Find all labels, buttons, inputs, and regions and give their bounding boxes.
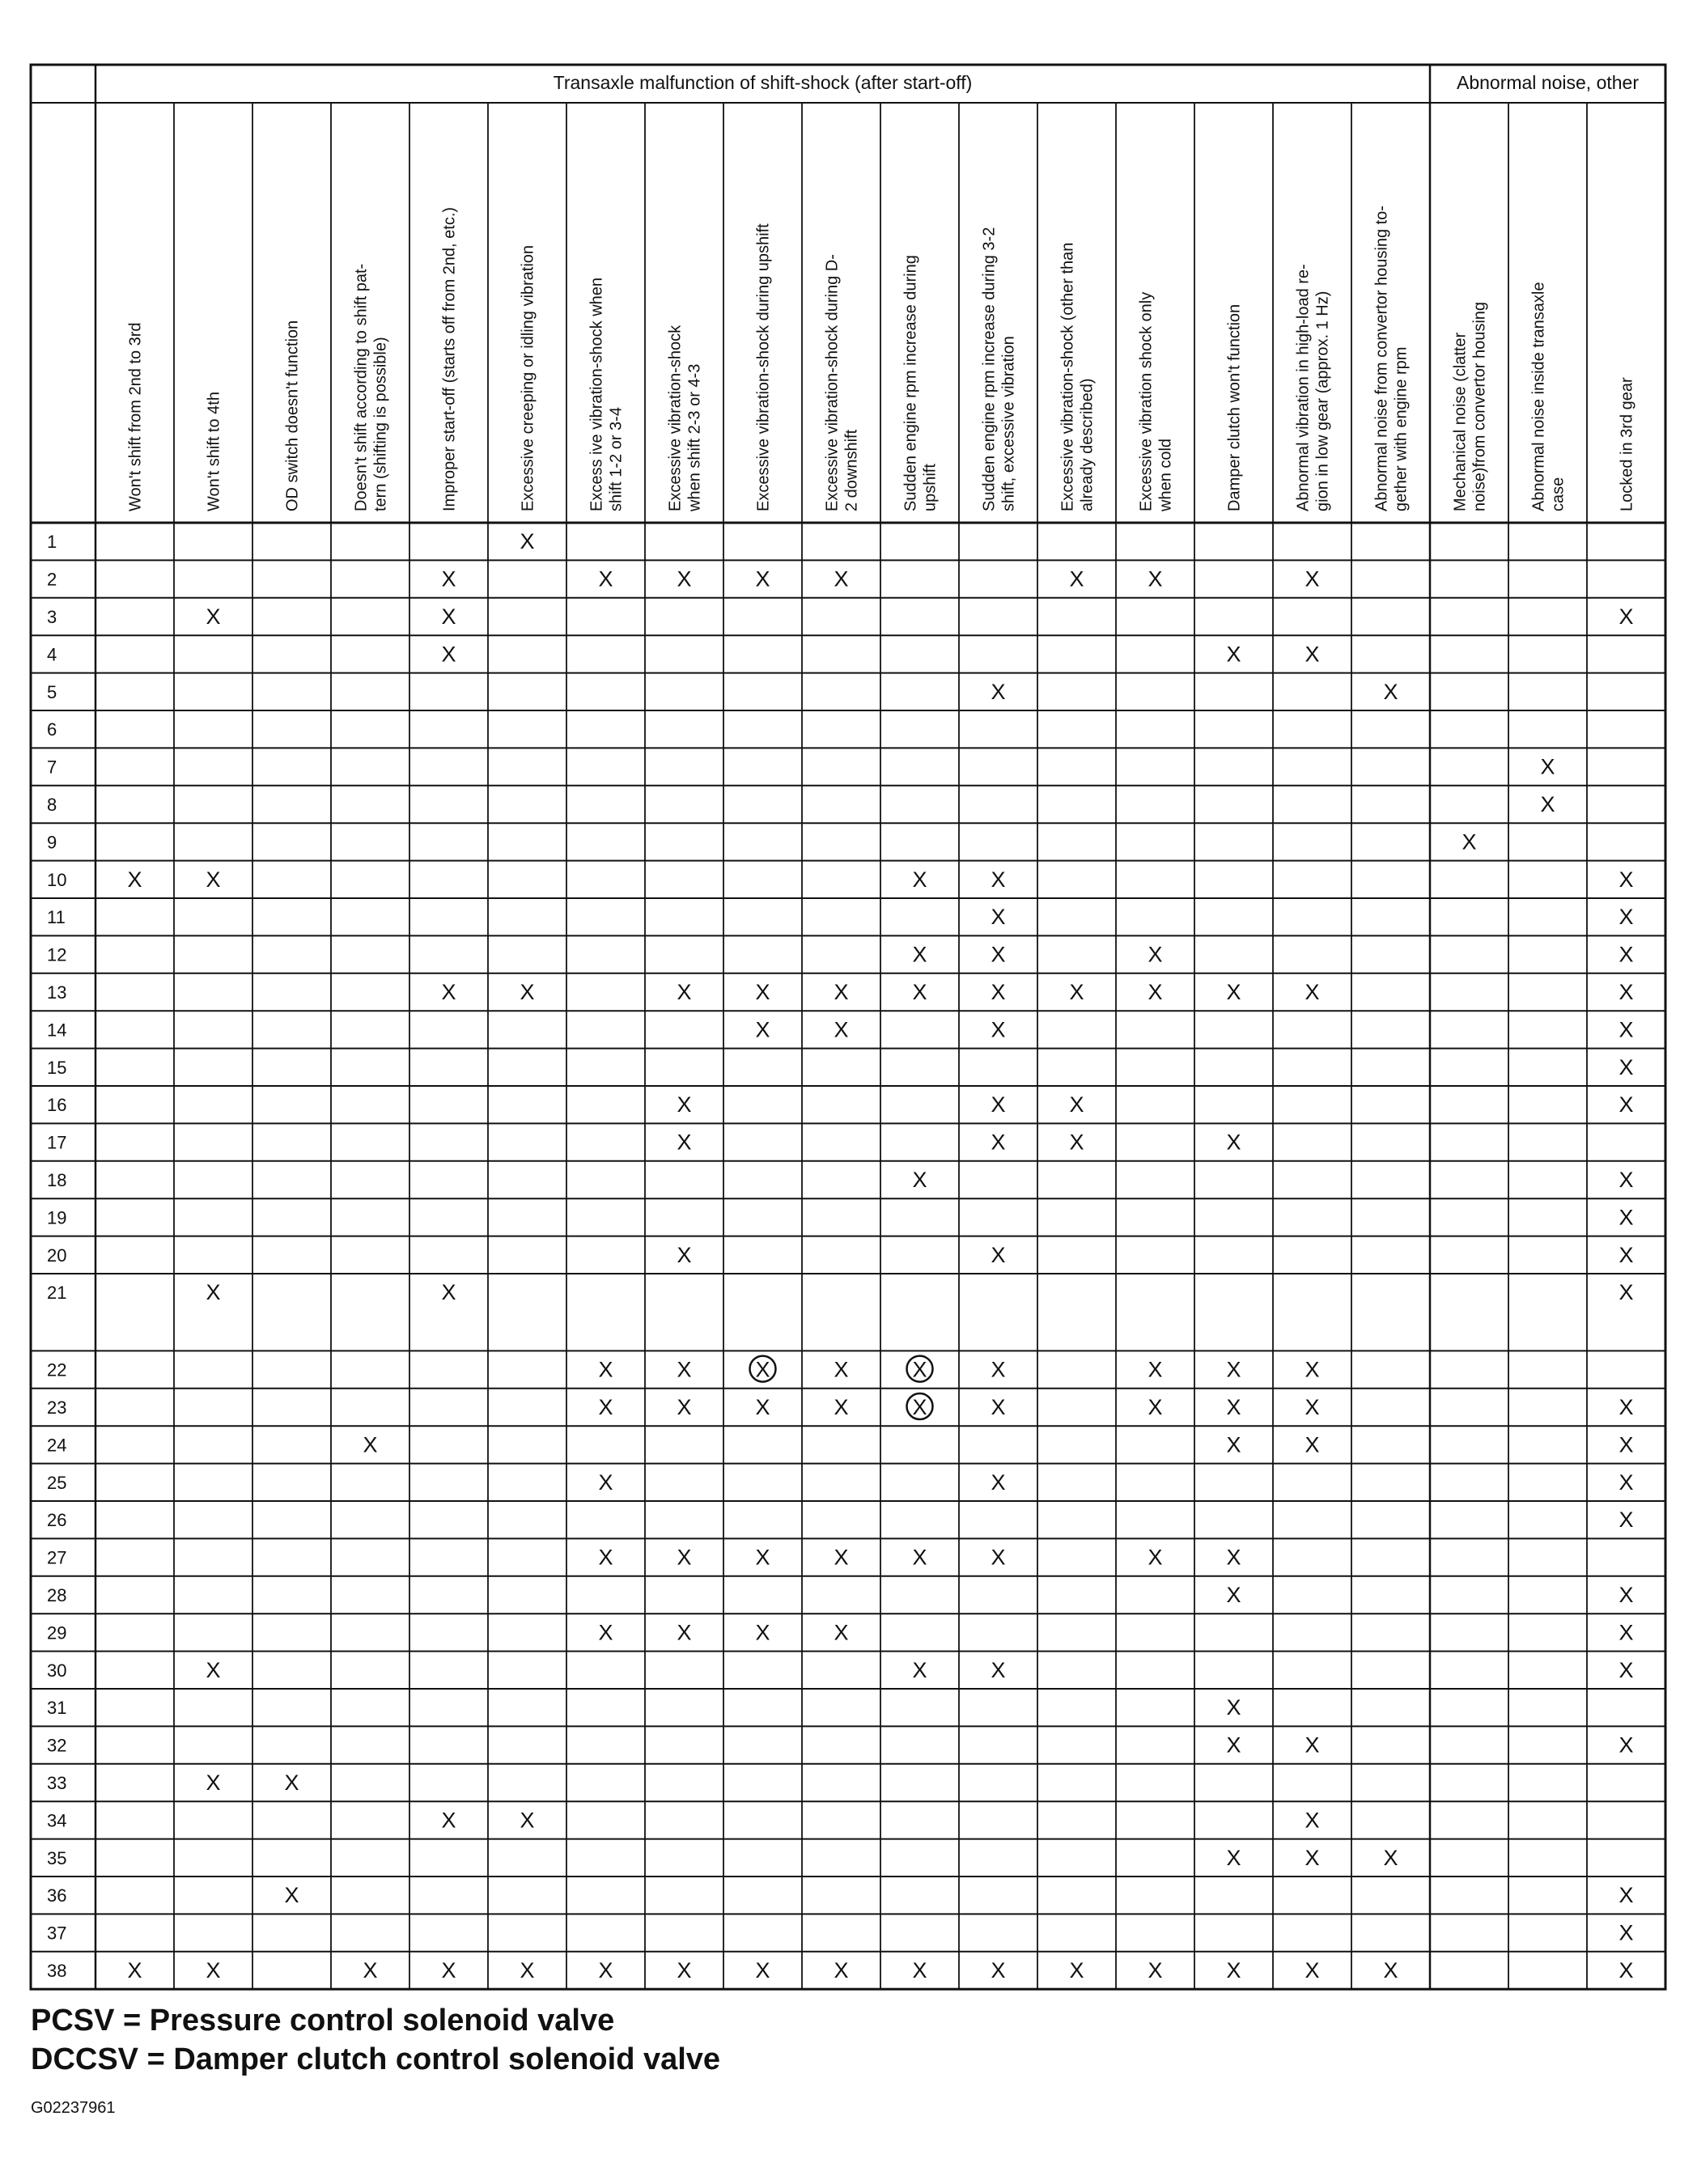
x-mark: X: [1619, 980, 1634, 1004]
x-mark: X: [127, 867, 142, 892]
x-mark: X: [912, 1545, 927, 1570]
row-number: 6: [47, 719, 57, 740]
x-mark: X: [1619, 1620, 1634, 1645]
column-header-11: upshift: [921, 464, 940, 511]
row-number: 33: [47, 1773, 67, 1793]
x-mark: X: [834, 566, 849, 592]
x-mark: X: [520, 1808, 535, 1833]
x-mark: X: [677, 980, 692, 1004]
x-mark: X: [206, 1657, 221, 1682]
x-mark: X: [677, 1958, 692, 1983]
column-header-15: Damper clutch won't function: [1225, 303, 1244, 511]
x-mark: X: [598, 1357, 613, 1382]
row-number: 7: [47, 757, 57, 778]
x-mark: X: [206, 867, 221, 892]
row-number: 15: [47, 1057, 67, 1078]
x-mark: X: [1148, 1958, 1163, 1983]
row-number: 34: [47, 1810, 67, 1831]
x-mark: X: [834, 1620, 849, 1645]
x-mark: X: [1619, 942, 1634, 967]
x-mark: X: [1619, 905, 1634, 930]
x-mark: X: [441, 566, 456, 592]
x-mark: X: [755, 566, 770, 592]
circled-x-mark: X: [912, 1395, 927, 1419]
column-header-4: Doesn't shift according to shift pat-: [352, 263, 371, 511]
column-header-7: Excess ive vibration-shock when: [588, 277, 606, 511]
legend-pcsv: PCSV = Pressure control solenoid valve: [31, 2004, 615, 2038]
row-number: 14: [47, 1020, 67, 1041]
x-mark: X: [834, 1545, 849, 1570]
x-mark: X: [991, 980, 1006, 1004]
x-mark: X: [441, 642, 456, 667]
row-number: 18: [47, 1170, 67, 1190]
x-mark: X: [1305, 1958, 1320, 1983]
x-mark: X: [1540, 754, 1555, 779]
x-mark: X: [1226, 1130, 1241, 1155]
x-mark: X: [206, 1771, 221, 1795]
x-mark: X: [755, 980, 770, 1004]
row-number: 31: [47, 1698, 67, 1719]
column-header-16: Abnormal vibration in high-load re-: [1294, 264, 1313, 511]
x-mark: X: [363, 1958, 378, 1983]
x-mark: X: [1619, 1395, 1634, 1419]
x-mark: X: [912, 980, 927, 1004]
x-mark: X: [1619, 1657, 1634, 1682]
x-mark: X: [1305, 566, 1320, 592]
x-mark: X: [1619, 1508, 1634, 1533]
x-mark: X: [1148, 980, 1163, 1004]
x-mark: X: [363, 1432, 378, 1457]
column-header-7: shift 1-2 or 3-4: [607, 407, 626, 511]
x-mark: X: [912, 1168, 927, 1192]
x-mark: X: [677, 1130, 692, 1155]
x-mark: X: [677, 1242, 692, 1267]
x-mark: X: [520, 529, 535, 554]
column-header-4: tern (shifting is possible): [371, 337, 390, 511]
x-mark: X: [991, 1357, 1006, 1382]
x-mark: X: [1148, 1395, 1163, 1419]
column-header-11: Sudden engine rpm increase during: [902, 255, 920, 511]
column-header-5: Improper start-off (starts off from 2nd, etc.): [440, 206, 459, 511]
x-mark: X: [1305, 1845, 1320, 1870]
x-mark: X: [598, 1958, 613, 1983]
group-header-row: [554, 72, 1640, 93]
x-mark: X: [598, 1395, 613, 1419]
x-mark: X: [912, 942, 927, 967]
x-mark: X: [991, 1395, 1006, 1419]
row-number: 26: [47, 1510, 67, 1531]
column-header-2: Won't shift to 4th: [205, 392, 223, 511]
x-mark: X: [598, 1620, 613, 1645]
x-mark: X: [1226, 1583, 1241, 1607]
x-mark: X: [127, 1958, 142, 1983]
row-number: 2: [47, 569, 57, 590]
column-header-14: when cold: [1156, 438, 1175, 511]
x-mark: X: [1619, 1920, 1634, 1945]
x-mark: X: [834, 1958, 849, 1983]
x-mark: X: [1619, 1958, 1634, 1983]
x-mark: X: [441, 1808, 456, 1833]
x-mark: X: [991, 1017, 1006, 1042]
row-number: 5: [47, 681, 57, 702]
group-header-2: Abnormal noise, other: [1456, 72, 1640, 93]
x-mark: X: [598, 1545, 613, 1570]
x-mark: X: [1383, 1845, 1398, 1870]
column-header-10: 2 downshift: [842, 429, 861, 511]
legend-dccsv: DCCSV = Damper clutch control solenoid valve: [31, 2042, 721, 2076]
x-mark: X: [1226, 1958, 1241, 1983]
row-number: 19: [47, 1207, 67, 1228]
row-number: 23: [47, 1397, 67, 1418]
x-mark: X: [1619, 1432, 1634, 1457]
x-mark: X: [834, 980, 849, 1004]
row-number: 12: [47, 944, 67, 965]
x-mark: X: [1148, 1545, 1163, 1570]
x-mark: X: [1069, 980, 1084, 1004]
row-number: 27: [47, 1547, 67, 1568]
x-mark: X: [1619, 1017, 1634, 1042]
row-number: 20: [47, 1245, 67, 1266]
x-mark: X: [1226, 1695, 1241, 1720]
x-mark: X: [991, 867, 1006, 892]
x-mark: X: [677, 1620, 692, 1645]
row-number: 1: [47, 532, 57, 553]
x-mark: X: [834, 1357, 849, 1382]
x-mark: X: [1305, 1395, 1320, 1419]
column-header-13: Excessive vibration-shock (other than: [1059, 242, 1077, 511]
x-mark: X: [284, 1771, 299, 1795]
row-number: 3: [47, 607, 57, 627]
column-header-18: Mechanical noise (clatter: [1451, 332, 1470, 511]
x-mark: X: [991, 1242, 1006, 1267]
x-mark: X: [677, 1545, 692, 1570]
x-mark: X: [520, 980, 535, 1004]
x-mark: X: [1619, 1054, 1634, 1079]
row-number: 13: [47, 982, 67, 1003]
row-number: 38: [47, 1961, 67, 1981]
row-number: 30: [47, 1660, 67, 1681]
x-mark: X: [1619, 1732, 1634, 1758]
x-mark: X: [912, 1958, 927, 1983]
x-mark: X: [1305, 642, 1320, 667]
row-number: 9: [47, 832, 57, 853]
column-header-19: case: [1549, 477, 1568, 511]
column-header-12: shift, excessive vibration: [999, 336, 1018, 511]
column-header-17: gether with engine rpm: [1392, 346, 1411, 511]
x-mark: X: [1462, 829, 1477, 855]
x-mark: X: [1226, 1845, 1241, 1870]
row-number: 11: [47, 907, 66, 928]
x-mark: X: [1148, 942, 1163, 967]
row-number: 37: [47, 1923, 67, 1944]
x-mark: X: [1619, 1280, 1634, 1305]
column-header-6: Excessive creeping or idling vibration: [519, 244, 537, 511]
x-mark: X: [1069, 1958, 1084, 1983]
x-mark: X: [598, 566, 613, 592]
row-number: 4: [47, 644, 57, 665]
row-number: 21: [47, 1283, 67, 1304]
column-header-8: when shift 2-3 or 4-3: [685, 363, 704, 511]
x-mark: X: [1305, 1432, 1320, 1457]
x-mark: X: [441, 1958, 456, 1983]
column-header-18: noise)from convertor housing: [1470, 301, 1489, 511]
row-number: 36: [47, 1885, 67, 1906]
column-header-13: already described): [1078, 378, 1097, 511]
x-mark: X: [1540, 792, 1555, 816]
x-mark: X: [755, 1017, 770, 1042]
x-mark: X: [755, 1620, 770, 1645]
x-mark: X: [206, 1958, 221, 1983]
x-mark: X: [1619, 1583, 1634, 1607]
x-mark: X: [991, 1958, 1006, 1983]
x-mark: X: [441, 1280, 456, 1305]
x-mark: X: [206, 1280, 221, 1305]
circled-x-mark: X: [912, 1357, 927, 1382]
row-number: 28: [47, 1585, 67, 1605]
column-header-20: Locked in 3rd gear: [1618, 377, 1636, 511]
group-header-1: Transaxle malfunction of shift-shock (after start-off): [553, 72, 973, 93]
x-mark: X: [1619, 604, 1634, 629]
column-header-3: OD switch doesn't function: [283, 320, 302, 511]
x-mark: X: [1619, 1883, 1634, 1908]
x-mark: X: [912, 867, 927, 892]
x-mark: X: [755, 1958, 770, 1983]
x-mark: X: [1619, 1205, 1634, 1230]
x-mark: X: [834, 1395, 849, 1419]
column-header-12: Sudden engine rpm increase during 3-2: [980, 227, 999, 511]
x-mark: X: [1305, 1357, 1320, 1382]
x-mark: X: [1305, 980, 1320, 1004]
column-header-10: Excessive vibration-shock during D-: [823, 254, 842, 511]
row-number: 29: [47, 1622, 67, 1643]
x-mark: X: [1226, 1732, 1241, 1758]
x-mark: X: [1148, 566, 1163, 592]
column-header-19: Abnormal noise inside transaxle: [1529, 282, 1548, 511]
x-mark: X: [1226, 1545, 1241, 1570]
x-mark: X: [441, 980, 456, 1004]
x-mark: X: [991, 905, 1006, 930]
x-mark: X: [1305, 1732, 1320, 1758]
x-mark: X: [677, 1092, 692, 1117]
x-mark: X: [1619, 1242, 1634, 1267]
x-mark: X: [991, 1130, 1006, 1155]
x-mark: X: [1226, 1395, 1241, 1419]
x-mark: X: [1619, 1469, 1634, 1495]
x-mark: X: [1305, 1808, 1320, 1833]
x-mark: X: [677, 566, 692, 592]
x-mark: X: [991, 1657, 1006, 1682]
x-mark: X: [520, 1958, 535, 1983]
x-mark: X: [1383, 679, 1398, 704]
x-mark: X: [991, 679, 1006, 704]
x-mark: X: [1069, 566, 1084, 592]
x-mark: X: [677, 1395, 692, 1419]
x-mark: X: [598, 1469, 613, 1495]
x-mark: X: [755, 1395, 770, 1419]
x-mark: X: [1226, 1432, 1241, 1457]
column-header-14: Excessive vibration shock only: [1137, 291, 1156, 511]
circled-x-mark: X: [755, 1357, 770, 1382]
x-mark: X: [912, 1657, 927, 1682]
row-number: 32: [47, 1735, 67, 1756]
x-mark: X: [1069, 1130, 1084, 1155]
x-mark: X: [991, 1092, 1006, 1117]
x-mark: X: [1226, 642, 1241, 667]
x-mark: X: [1619, 1168, 1634, 1192]
column-header-row: [127, 206, 1636, 512]
row-number: 16: [47, 1095, 67, 1116]
x-mark: X: [834, 1017, 849, 1042]
x-mark: X: [1148, 1357, 1163, 1382]
x-mark: X: [677, 1357, 692, 1382]
figure-id: G02237961: [31, 2099, 116, 2117]
x-mark: X: [1226, 1357, 1241, 1382]
x-mark: X: [206, 604, 221, 629]
x-mark: X: [441, 604, 456, 629]
column-header-8: Excessive vibration-shock: [666, 324, 685, 511]
column-header-16: gion in low gear (approx. 1 Hz): [1313, 290, 1332, 511]
x-mark: X: [991, 1469, 1006, 1495]
row-number: 25: [47, 1472, 67, 1493]
row-number: 8: [47, 795, 57, 815]
x-mark: X: [991, 1545, 1006, 1570]
row-number: 35: [47, 1847, 67, 1868]
column-header-9: Excessive vibration-shock during upshift: [754, 223, 773, 511]
x-mark: X: [1619, 867, 1634, 892]
row-number: 10: [47, 869, 67, 890]
row-number: 24: [47, 1435, 67, 1456]
x-mark: X: [755, 1545, 770, 1570]
x-mark: X: [1069, 1092, 1084, 1117]
x-mark: X: [991, 942, 1006, 967]
column-header-1: Won't shift from 2nd to 3rd: [126, 322, 145, 511]
x-mark: X: [1383, 1958, 1398, 1983]
x-mark: X: [1619, 1092, 1634, 1117]
x-mark: X: [284, 1883, 299, 1908]
row-number: 22: [47, 1359, 67, 1380]
row-number: 17: [47, 1132, 67, 1153]
column-header-17: Abnormal noise from convertor housing to-: [1372, 206, 1391, 511]
x-mark: X: [1226, 980, 1241, 1004]
